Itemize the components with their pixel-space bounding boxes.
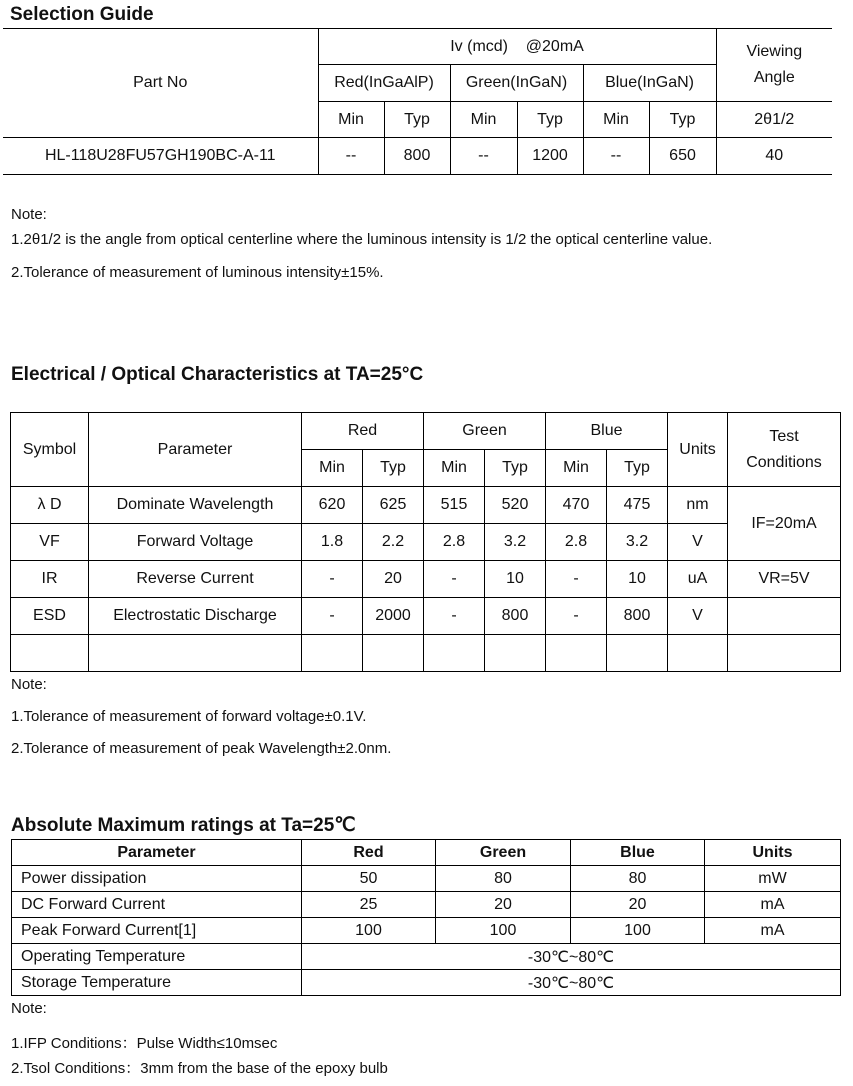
part-no-header: Part No: [3, 29, 318, 138]
red-cell: 50: [302, 866, 436, 892]
symbol-cell: VF: [11, 524, 89, 561]
table-row: [3, 138, 832, 175]
absolute-note-heading: Note:: [11, 1000, 47, 1017]
red-min-cell: 1.8: [302, 524, 363, 561]
red-typ-header: Typ: [363, 450, 424, 487]
table-row: [12, 892, 841, 918]
table-row: [12, 866, 841, 892]
blue-min-header: Min: [583, 102, 649, 138]
parameter-cell: Peak Forward Current[1]: [12, 918, 302, 944]
red-typ-cell: 625: [363, 487, 424, 524]
green-header: Green(InGaN): [450, 65, 583, 102]
green-cell: 100: [436, 918, 571, 944]
parameter-cell: Forward Voltage: [89, 524, 302, 561]
absolute-note-2: 2.Tsol Conditions：3mm from the base of the epoxy bulb: [11, 1060, 388, 1077]
symbol-cell: ESD: [11, 598, 89, 635]
units-cell: mA: [705, 918, 841, 944]
red-header: Red(InGaAlP): [318, 65, 450, 102]
blue-min-cell: -: [546, 561, 607, 598]
test-conditions-line2: Conditions: [746, 453, 822, 471]
red-cell: 100: [302, 918, 436, 944]
blue-typ-cell: 650: [649, 138, 716, 175]
red-header: Red: [302, 413, 424, 450]
blue-cell: 20: [571, 892, 705, 918]
parameter-cell: Operating Temperature: [12, 944, 302, 970]
blue-typ-cell: 475: [607, 487, 668, 524]
red-typ-header: Typ: [384, 102, 450, 138]
units-cell: V: [668, 524, 728, 561]
viewing-angle-header: [716, 29, 832, 102]
electrical-title: Electrical / Optical Characteristics at TA=25°C: [11, 364, 424, 385]
absolute-note-1: 1.IFP Conditions：Pulse Width≤10msec: [11, 1035, 278, 1052]
green-header: Green: [424, 413, 546, 450]
green-min-header: Min: [450, 102, 517, 138]
blue-cell: 80: [571, 866, 705, 892]
parameter-header: Parameter: [89, 413, 302, 487]
table-row: [11, 561, 841, 598]
green-typ-header: Typ: [485, 450, 546, 487]
electrical-note-heading: Note:: [11, 676, 47, 693]
red-typ-cell: 800: [384, 138, 450, 175]
red-typ-cell: 2.2: [363, 524, 424, 561]
selection-guide-table: [3, 28, 832, 175]
red-min-header: Min: [318, 102, 384, 138]
green-min-cell: --: [450, 138, 517, 175]
electrical-note-2: 2.Tolerance of measurement of peak Wavelength±2.0nm.: [11, 740, 392, 757]
units-header: Units: [705, 840, 841, 866]
table-row: [11, 487, 841, 524]
parameter-cell: Power dissipation: [12, 866, 302, 892]
green-header: Green: [436, 840, 571, 866]
blue-header: Blue: [546, 413, 668, 450]
viewing-angle-line2: Angle: [753, 69, 795, 86]
red-min-cell: -: [302, 561, 363, 598]
symbol-cell: IR: [11, 561, 89, 598]
iv-header: Iv (mcd) @20mA: [318, 29, 716, 65]
blue-typ-cell: 3.2: [607, 524, 668, 561]
red-min-cell: --: [318, 138, 384, 175]
parameter-cell: Reverse Current: [89, 561, 302, 598]
table-row: [12, 970, 841, 996]
table-row: [11, 524, 841, 561]
absolute-max-table: [11, 839, 841, 996]
parameter-cell: Storage Temperature: [12, 970, 302, 996]
blue-cell: 100: [571, 918, 705, 944]
units-header: Units: [668, 413, 728, 487]
green-min-cell: -: [424, 561, 485, 598]
electrical-table: [10, 412, 841, 672]
part-number-cell: HL-118U28FU57GH190BC-A-11: [3, 138, 318, 175]
test-conditions-line1: Test: [769, 427, 799, 445]
selection-note-heading: Note:: [11, 206, 47, 223]
blue-typ-header: Typ: [607, 450, 668, 487]
green-cell: 20: [436, 892, 571, 918]
units-cell: nm: [668, 487, 728, 524]
blue-min-header: Min: [546, 450, 607, 487]
condition-vr-cell: VR=5V: [728, 561, 841, 598]
green-min-cell: 515: [424, 487, 485, 524]
blue-header: Blue(InGaN): [583, 65, 716, 102]
units-cell: mA: [705, 892, 841, 918]
units-cell: V: [668, 598, 728, 635]
red-typ-cell: 20: [363, 561, 424, 598]
viewing-angle-line1: Viewing: [746, 43, 803, 60]
table-row: [11, 598, 841, 635]
test-conditions-header: [728, 413, 841, 487]
blue-min-cell: 2.8: [546, 524, 607, 561]
red-header: Red: [302, 840, 436, 866]
red-min-cell: 620: [302, 487, 363, 524]
blue-typ-cell: 10: [607, 561, 668, 598]
parameter-cell: Electrostatic Discharge: [89, 598, 302, 635]
units-cell: mW: [705, 866, 841, 892]
green-typ-cell: 3.2: [485, 524, 546, 561]
blue-header: Blue: [571, 840, 705, 866]
green-min-header: Min: [424, 450, 485, 487]
selection-guide-title: Selection Guide: [10, 4, 154, 25]
parameter-cell: Dominate Wavelength: [89, 487, 302, 524]
green-typ-header: Typ: [517, 102, 583, 138]
red-cell: 25: [302, 892, 436, 918]
theta-header: 2θ1/2: [716, 102, 832, 138]
temperature-range-cell: -30℃~80℃: [302, 944, 841, 970]
table-row: [12, 918, 841, 944]
absolute-max-title: Absolute Maximum ratings at Ta=25℃: [11, 815, 356, 836]
red-min-header: Min: [302, 450, 363, 487]
blue-typ-header: Typ: [649, 102, 716, 138]
condition-if-cell: IF=20mA: [728, 487, 841, 561]
table-row-empty: [11, 635, 841, 672]
symbol-header: Symbol: [11, 413, 89, 487]
green-min-cell: 2.8: [424, 524, 485, 561]
green-min-cell: -: [424, 598, 485, 635]
parameter-header: Parameter: [12, 840, 302, 866]
blue-typ-cell: 800: [607, 598, 668, 635]
parameter-cell: DC Forward Current: [12, 892, 302, 918]
electrical-note-1: 1.Tolerance of measurement of forward voltage±0.1V.: [11, 708, 367, 725]
symbol-cell: λ D: [11, 487, 89, 524]
temperature-range-cell: -30℃~80℃: [302, 970, 841, 996]
red-typ-cell: 2000: [363, 598, 424, 635]
angle-cell: 40: [716, 138, 832, 175]
selection-note-2: 2.Tolerance of measurement of luminous intensity±15%.: [11, 264, 384, 281]
condition-empty-cell: [728, 598, 841, 635]
selection-note-1: 1.2θ1/2 is the angle from optical centerline where the luminous intensity is 1/2 the optical centerline value.: [11, 231, 713, 248]
blue-min-cell: 470: [546, 487, 607, 524]
green-typ-cell: 10: [485, 561, 546, 598]
units-cell: uA: [668, 561, 728, 598]
blue-min-cell: -: [546, 598, 607, 635]
red-min-cell: -: [302, 598, 363, 635]
green-typ-cell: 520: [485, 487, 546, 524]
green-typ-cell: 800: [485, 598, 546, 635]
table-row: [12, 944, 841, 970]
green-typ-cell: 1200: [517, 138, 583, 175]
blue-min-cell: --: [583, 138, 649, 175]
green-cell: 80: [436, 866, 571, 892]
